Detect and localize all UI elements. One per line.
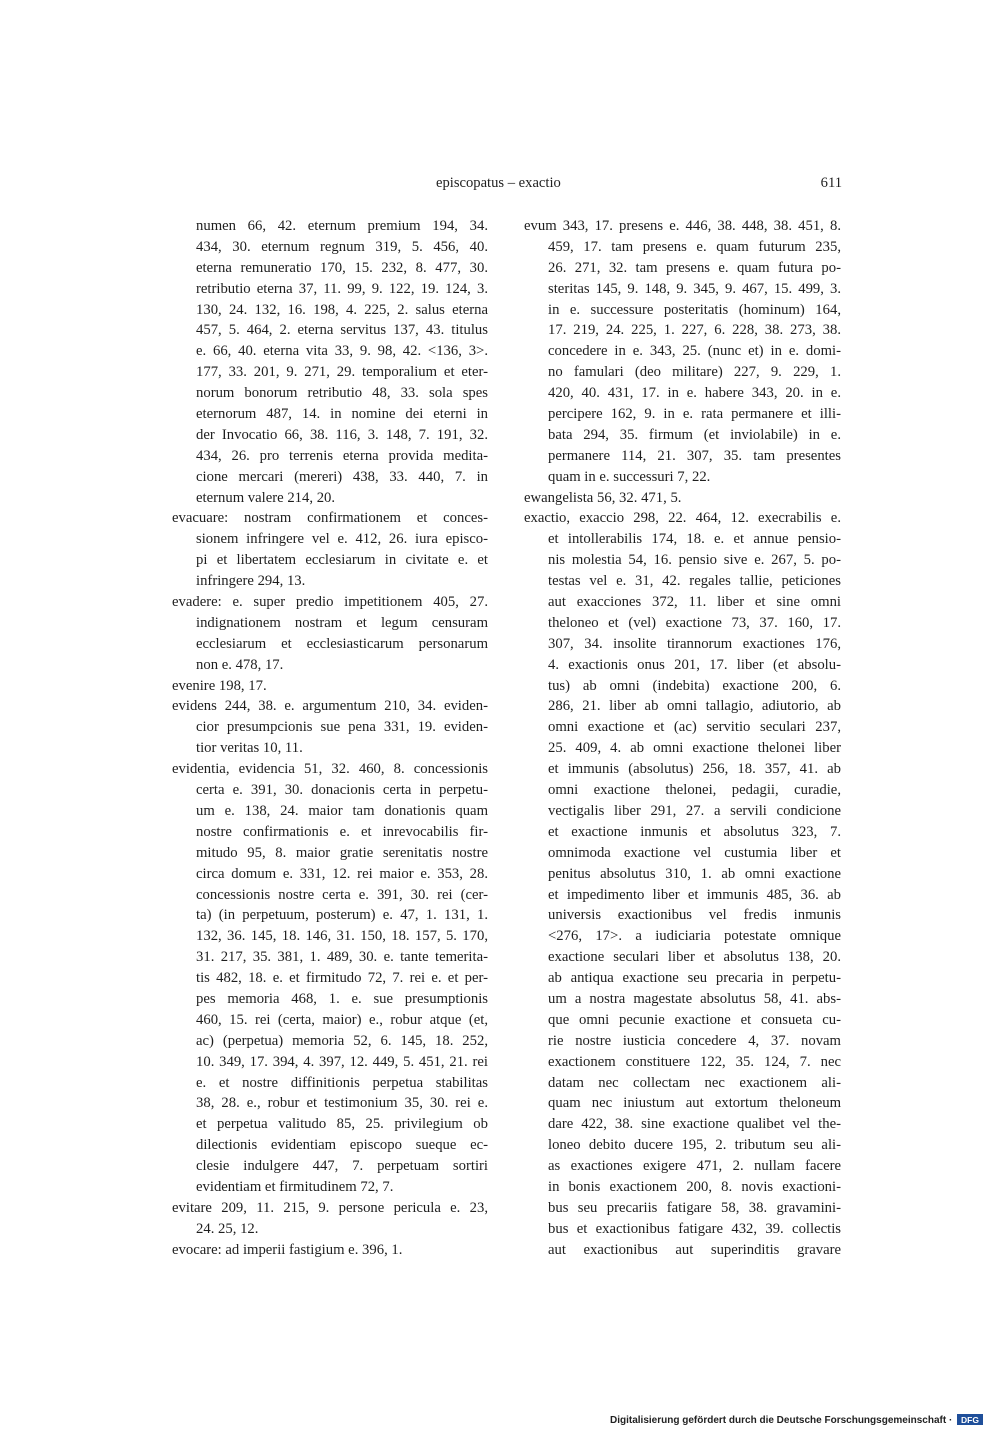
index-entry-line: 434, 30. eternum regnum 319, 5. 456, 40. [196,238,488,255]
index-entry-line: permanere 114, 21. 307, 35. tam presentes [548,447,841,464]
footer-credit [610,1414,983,1426]
index-entry-line: 31. 217, 35. 381, 1. 489, 30. e. tante temerita- [196,949,488,966]
index-entry-line: um e. 138, 24. maior tam donationis quam [196,802,488,819]
index-entry-line: 17. 219, 24. 225, 1. 227, 6. 228, 38. 273, 38. [548,322,841,339]
index-entry-line: que omni pecunie exactione et consueta cu- [548,1011,841,1028]
index-entry-headword-line: evum 343, 17. presens e. 446, 38. 448, 38. 451, 8. [524,218,841,234]
index-entry-line: 26. 271, 32. tam presens e. quam futura po- [548,259,841,276]
index-entry-line: retributio eterna 37, 11. 99, 9. 122, 19. 124, 3. [196,280,488,297]
dfg-logo-text: DFG [961,1414,980,1425]
index-entry-line: e. 66, 40. eterna vita 33, 9. 98, 42. <136, 3>. [196,343,488,360]
index-entry-headword-line: exactio, exaccio 298, 22. 464, 12. execrabilis e. [524,510,841,527]
index-entry-line: steritas 145, 9. 148, 9. 345, 9. 467, 15. 499, 3. [548,280,841,297]
index-entry-line: eternum valere 214, 20. [196,489,336,506]
index-entry-line: pes memoria 468, 1. e. sue presumptionis [196,990,488,1007]
index-entry-line: cior presumpcionis sue pena 331, 19. eviden- [196,719,488,736]
index-entry-line: as exactiones exigere 471, 2. nullam facere [548,1158,841,1175]
index-entry-line: 286, 21. liber ab omni tallagio, adiutorio, ab [548,698,841,715]
index-entry-line: ac) (perpetua) memoria 52, 6. 145, 18. 252, [196,1032,488,1049]
index-entry-line: clesie indulgere 447, 7. perpetuam sortiri [196,1158,488,1175]
index-entry-line: 25. 409, 4. ab omni exactione thelonei liber [548,740,841,757]
index-entry-line: omni exactione et (ac) servitio seculari 237, [548,719,841,736]
index-entry-line: 38, 28. e., robur et testimonium 35, 30. rei e. [196,1095,488,1112]
index-entry-line: dare 422, 38. sine exactione qualibet vel the- [548,1116,841,1133]
index-entry-line: quam nec iniustum aut extortum theloneum [548,1095,841,1112]
index-entry-line: numen 66, 42. eternum premium 194, 34. [196,218,488,234]
index-entry-line: no famulari (deo militare) 227, 9. 229, 1. [548,364,841,381]
index-entry-line: datam nec collectam nec exactionem ali- [548,1074,841,1091]
index-entry-line: um a nostra magestate absolutus 58, 41. abs- [548,990,841,1007]
index-entry-line: nis molestia 54, 16. pensio sive e. 267, 5. po- [548,552,841,569]
index-entry-line: in e. successure posteritatis (hominum) 164, [548,301,841,318]
index-entry-headword-line: ewangelista 56, 32. 471, 5. [524,489,682,506]
index-entry-line: omni exactione thelonei, pedagii, curadie, [548,782,841,799]
index-entry-headword-line: evidens 244, 38. e. argumentum 210, 34. eviden- [172,698,488,715]
index-entry-headword-line: evitare 209, 11. 215, 9. persone pericula e. 23, [172,1199,488,1216]
index-entry-line: tus) ab omni (indebita) exactione 200, 6. [548,677,841,694]
index-entry-line: 307, 34. insolite tirannorum exactiones 176, [548,635,841,652]
index-entry-headword-line: evocare: ad imperii fastigium e. 396, 1. [172,1241,403,1258]
index-entry-line: theloneo et (vel) exactione 73, 37. 160, 17. [548,614,841,631]
index-entry-line: aut exacciones 372, 11. liber et sine omni [548,594,841,611]
index-entry-line: indignationem nostram et legum censuram [196,614,488,631]
index-entry-line: bata 294, 35. firmum (et inviolabile) in e. [548,426,841,443]
index-entry-line: rie nostre iusticia concedere 4, 37. novam [548,1032,841,1049]
index-entry-line: bus seu precariis fatigare 58, 38. gravamini- [548,1199,841,1216]
index-entry-line: testas vel e. 31, 42. regales tallie, peticiones [548,573,841,590]
index-entry-line: eterna remuneratio 170, 15. 232, 8. 477, 30. [196,259,488,276]
index-entry-line: 130, 24. 132, 16. 198, 4. 225, 2. salus eterna [196,301,488,318]
index-entry-line: cione mercari (mereri) 438, 33. 440, 7. in [196,468,488,485]
index-entry-line: 4. exactionis onus 201, 17. liber (et absolu- [548,656,841,673]
index-entry-headword-line: evadere: e. super predio impetitionem 405, 27. [172,594,488,611]
index-entry-line: concedere in e. 343, 25. (nunc et) in e. domi- [548,343,841,360]
index-entry-line: 459, 17. tam presens e. quam futurum 235, [548,238,841,255]
index-entry-line: sionem infringere vel e. 412, 26. iura episco- [196,531,488,548]
index-entry-line: 460, 15. rei (certa, maior) e., robur atque (et, [196,1011,488,1028]
index-entry-line: et exactione inmunis et absolutus 323, 7. [548,823,841,840]
index-entry-line: concessionis nostre certa e. 391, 30. rei (cer- [196,886,488,903]
index-entry-line: mitudo 95, 8. maior gratie serenitatis nostre [196,844,488,861]
left-column [172,216,488,1261]
page-number: 611 [820,175,842,191]
index-entry-line: universis exactionibus vel fredis inmunis [548,907,841,924]
index-entry-line: ab antiqua exactione seu precaria in perpetu- [548,970,841,987]
index-entry-line: 457, 5. 464, 2. eterna servitus 137, 43. titulus [196,322,488,339]
index-entry-line: penitus absolutus 310, 1. ab omni exactione [548,865,841,882]
index-entry-line: vectigalis liber 291, 27. a servili condicione [548,802,841,819]
index-entry-line: pi et libertatem ecclesiarum in civitate e. et [196,552,488,569]
index-entry-line: 132, 36. 145, 18. 146, 31. 150, 18. 157, 5. 170, [196,928,488,945]
running-header: episcopatus – exactio [436,175,561,191]
index-entry-line: ecclesiarum et ecclesiasticarum personarum [196,635,488,652]
right-column [524,216,841,1261]
index-entry-headword-line: evacuare: nostram confirmationem et conces- [172,510,488,527]
index-entry-headword-line: evenire 198, 17. [172,677,267,694]
index-entry-line: e. et nostre diffinitionis perpetua stabilitas [196,1074,488,1091]
index-entry-line: dilectionis evidentiam episcopo sueque ec- [196,1137,488,1154]
index-entry-line: percipere 162, 9. in e. rata permanere et illi- [548,406,841,423]
index-entry-line: non e. 478, 17. [196,656,284,673]
footer-text: Digitalisierung gefördert durch die Deutsche Forschungsgemeinschaft · [610,1415,953,1426]
index-entry-line: tior veritas 10, 11. [196,740,303,757]
index-entry-headword-line: evidentia, evidencia 51, 32. 460, 8. concessionis [172,761,488,778]
index-entry-line: 24. 25, 12. [196,1220,259,1237]
index-entry-line: loneo debito ducere 195, 2. tributum seu ali- [548,1137,841,1154]
index-entry-line: 10. 349, 17. 394, 4. 397, 12. 449, 5. 451, 21. rei [196,1053,488,1070]
index-entry-line: eternorum 487, 14. in nomine dei eterni in [196,406,488,423]
index-entry-line: et perpetua valitudo 85, 25. privilegium ob [196,1116,488,1133]
index-entry-line: 434, 26. pro terrenis eterna provida medita- [196,447,488,464]
index-entry-line: certa e. 391, 30. donacionis certa in perpetu- [196,782,488,799]
index-entry-line: nostre confirmationis e. et inrevocabilis fir- [196,823,488,840]
index-entry-line: et immunis (absolutus) 256, 18. 357, 41. ab [548,761,841,778]
index-entry-line: exactione seculari liber et absolutus 138, 20. [548,949,841,966]
index-entry-line: exactionem constituere 122, 35. 124, 7. nec [548,1053,841,1070]
index-entry-line: circa domum e. 331, 12. rei maior e. 353, 28. [196,865,488,882]
index-entry-line: et impedimento liber et immunis 485, 36. ab [548,886,841,903]
index-entry-line: der Invocatio 66, 38. 116, 3. 148, 7. 191, 32. [196,426,488,443]
index-entry-line: in bonis exactionem 200, 8. novis exactioni- [548,1178,841,1195]
index-entry-line: <276, 17>. a iudiciaria potestate omnique [548,928,841,945]
index-entry-line: aut exactionibus aut superinditis gravare [548,1241,841,1258]
index-entry-line: omnimoda exactione vel custumia liber et [548,844,841,861]
index-entry-line: norum bonorum retributio 48, 33. sola spes [196,385,488,402]
index-entry-line: bus et exactionibus fatigare 432, 39. collectis [548,1220,841,1237]
index-entry-line: evidentiam et firmitudinem 72, 7. [196,1178,394,1195]
dfg-logo-icon [957,1414,983,1425]
index-entry-line: et intollerabilis 174, 18. e. et annue pensio- [548,531,841,548]
index-entry-line: 177, 33. 201, 9. 271, 29. temporalium et eter- [196,364,488,381]
index-entry-line: ta) (in perpetuum, posterum) e. 47, 1. 131, 1. [196,907,488,924]
index-entry-line: 420, 40. 431, 17. in e. habere 343, 20. in e. [548,385,841,402]
index-entry-line: quam in e. successuri 7, 22. [548,468,711,485]
index-entry-line: tis 482, 18. e. et firmitudo 72, 7. rei e. et per- [196,970,488,987]
index-entry-line: infringere 294, 13. [196,573,306,590]
